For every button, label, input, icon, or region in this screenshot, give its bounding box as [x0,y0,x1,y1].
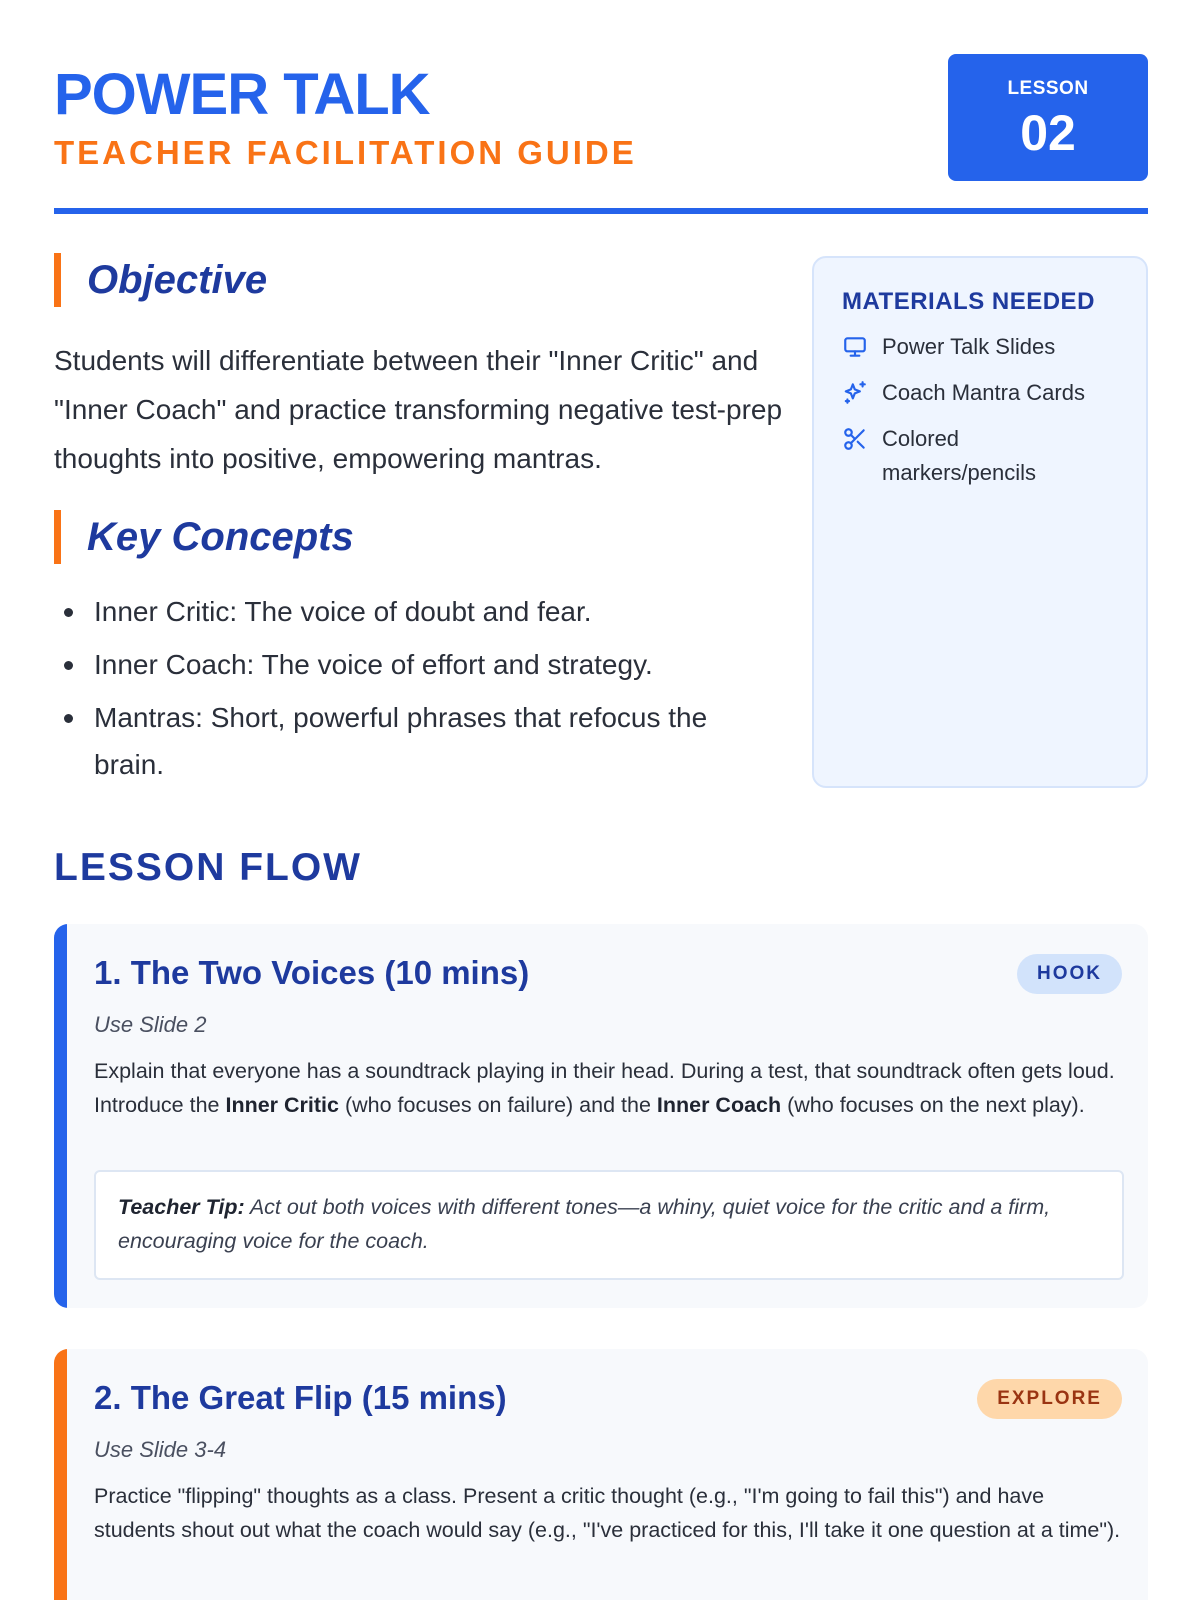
lesson-number: 02 [1020,105,1076,161]
step-description [94,1054,1124,1122]
list-item: Inner Critic: The voice of doubt and fear. [54,588,784,635]
material-item [842,330,1118,364]
key-concepts-heading: Key Concepts [54,510,354,564]
step-text: Explain that everyone has a soundtrack playing in their head. During a test, that soundtrack often gets loud. Introduce the [94,1059,1115,1117]
card-accent-bar [54,924,67,1308]
material-item [842,422,1118,490]
step-description: Practice "flipping" thoughts as a class. Present a critic thought (e.g., "I'm going to fail this") and have students shout out what the coach would say (e.g., "I've practiced for this, I'll take it one question at a time"). [94,1484,1121,1542]
list-item: Inner Coach: The voice of effort and strategy. [54,641,784,688]
material-label: Coach Mantra Cards [882,380,1085,405]
material-label: Colored markers/pencils [882,426,1037,485]
material-label: Power Talk Slides [882,334,1056,359]
step-tag: HOOK [1017,954,1122,994]
lesson-step-card [54,1349,1148,1600]
page-subtitle: TEACHER FACILITATION GUIDE [54,134,637,171]
objective-heading: Objective [54,253,267,307]
monitor-icon [842,334,868,360]
slide-reference: Use Slide 2 [94,1012,207,1037]
page-title: POWER TALK [54,62,430,127]
lesson-step-card [54,924,1148,1308]
sparkles-icon [842,380,868,406]
material-item [842,376,1118,410]
step-title: 1. The Two Voices (10 mins) [94,954,530,991]
materials-panel [812,256,1148,788]
list-item: Mantras: Short, powerful phrases that refocus the brain. [54,694,784,788]
lesson-badge [948,54,1148,181]
header-divider [54,208,1148,214]
tip-label: Teacher Tip: [118,1195,245,1219]
step-text: (who focuses on the next play). [781,1093,1085,1117]
materials-heading: MATERIALS NEEDED [842,288,1095,315]
lesson-label: LESSON [1007,78,1089,99]
step-text: (who focuses on failure) and the [338,1093,657,1117]
step-title: 2. The Great Flip (15 mins) [94,1379,507,1416]
scissors-icon [842,426,868,452]
key-concepts-list [54,588,784,794]
teacher-tip [94,1170,1124,1280]
step-tag: EXPLORE [977,1379,1122,1419]
card-accent-bar [54,1349,67,1600]
objective-text: Students will differentiate between their "Inner Critic" and "Inner Coach" and practice transforming negative test-prep thoughts into positive, empowering mantras. [54,345,783,474]
slide-reference: Use Slide 3-4 [94,1437,227,1462]
tip-text: Act out both voices with different tones—a whiny, quiet voice for the critic and a firm, encouraging voice for the coach. [118,1195,1051,1253]
step-term: Inner Coach [656,1093,782,1117]
step-term: Inner Critic [225,1093,339,1117]
lesson-flow-heading: LESSON FLOW [54,846,362,889]
page-header [54,54,1148,214]
